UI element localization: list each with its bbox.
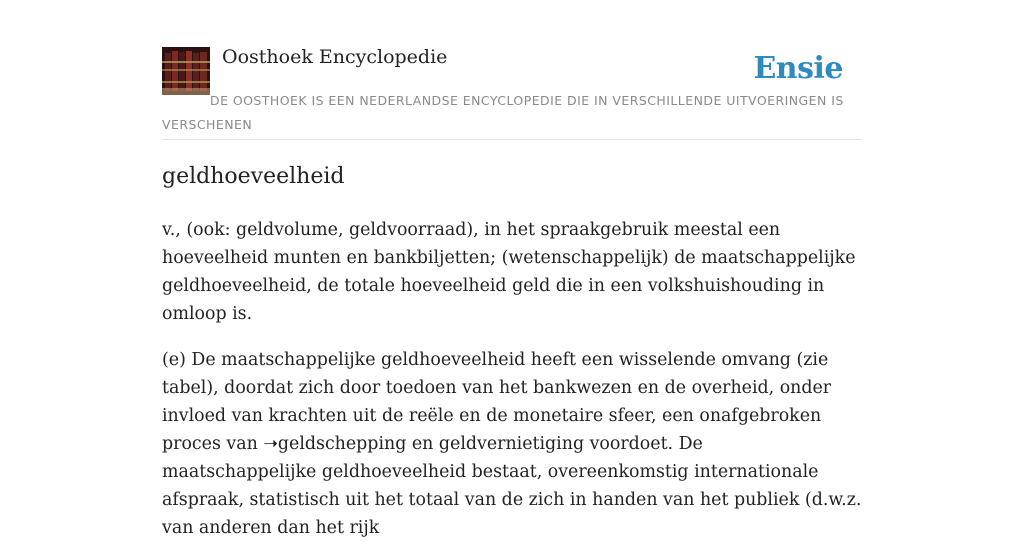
- page-container: [162, 0, 862, 538]
- entry-paragraph-explanation: [162, 346, 862, 542]
- site-tagline: DE OOSTHOEK IS EEN NEDERLANDSE ENCYCLOPEDIE DIE IN VERSCHILLENDE UITVOERINGEN IS VERSCHENEN: [162, 93, 844, 132]
- entry-paragraph-definition: v., (ook: geldvolume, geldvoorraad), in het spraakgebruik meestal een hoeveelheid munten en bankbiljetten; (wetenschappelijk) de maatschappelijke geldhoeveelheid, de totale hoeveelheid geld die in een volkshuishouding in omloop is.: [162, 220, 856, 324]
- entry-title: geldhoeveelheid: [162, 164, 345, 189]
- encyclopedia-books-icon: [162, 47, 210, 95]
- entry-body: [162, 216, 862, 560]
- ensie-logo-link[interactable]: Ensie: [753, 51, 843, 86]
- paragraph-text-before-link: (e) De maatschappelijke geldhoeveelheid heeft een wisselende omvang (zie tabel), doordat zich door toedoen van het bankwezen en de overheid, onder invloed van krachten uit de reële en de monetaire sfeer, een onafgebroken proces van: [162, 350, 832, 454]
- site-name-link[interactable]: Oosthoek Encyclopedie: [222, 46, 448, 68]
- site-header: [162, 0, 862, 140]
- paragraph-text-after-link: en geldvernietiging voordoet. De maatschappelijke geldhoeveelheid bestaat, overeenkomstig internationale afspraak, statistisch uit het totaal van de zich in handen van het publiek (d.w.z. van anderen dan het rijk: [162, 434, 862, 538]
- geldschepping-crossref-link[interactable]: ➝geldschepping: [263, 434, 407, 454]
- site-avatar[interactable]: [162, 47, 210, 95]
